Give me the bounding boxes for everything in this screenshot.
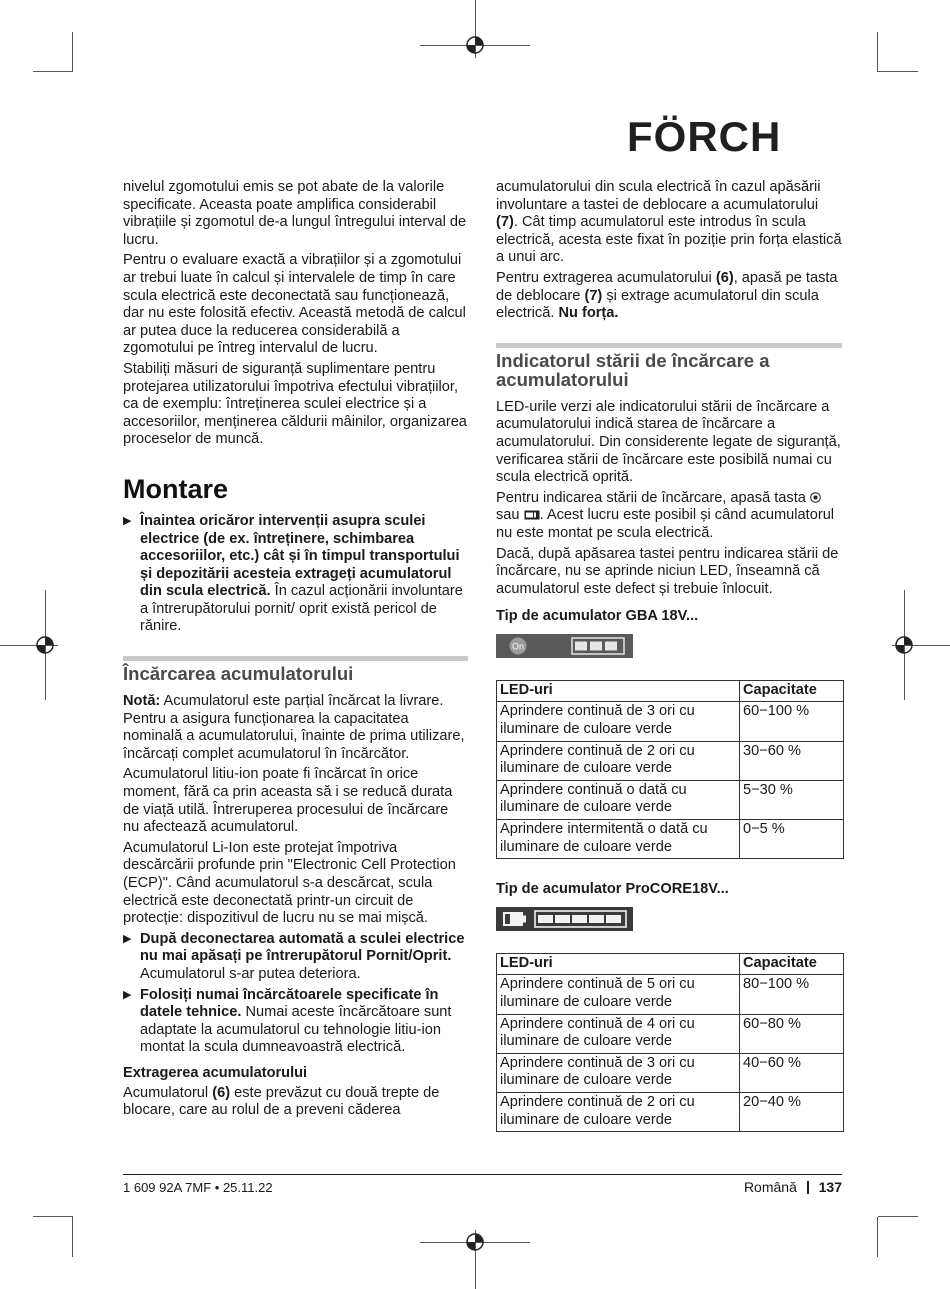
section-title-indicator: Indicatorul stării de încărcare a acumulatorului <box>496 343 842 389</box>
bullet-arrow-icon: ▶ <box>123 932 132 945</box>
warning-bullet: ▶ Folosiți numai încărcătoarele specificate în datele tehnice. Numai aceste încărcătoare sunt adaptate la acumulatorul cu tehnologie litiu-ion montat la scula dumneavoastră electrică. <box>123 986 452 1056</box>
brand-logo <box>627 115 842 165</box>
table-row <box>497 1053 844 1092</box>
table-cell: Aprindere continuă de 5 ori cu iluminare de culoare verde <box>497 975 740 1014</box>
procore-battery-indicator-icon <box>496 907 633 931</box>
note-paragraph: Notă: Acumulatorul este parțial încărcat la livrare. Pentru a asigura funcționarea la capacitatea nominală a acumulatorului, înainte de prima utilizare, încărcați complet acumulatorul în încărcător. <box>123 693 465 762</box>
table-cell: Aprindere continuă de 2 ori cu iluminare de culoare verde <box>497 741 740 780</box>
gba-capacity-table <box>496 680 844 859</box>
table-cell: 80−100 % <box>740 975 844 1014</box>
table-cell: 60−100 % <box>740 702 844 741</box>
table-cell: Aprindere continuă de 3 ori cu iluminare de culoare verde <box>497 1053 740 1092</box>
svg-text:On: On <box>511 641 525 652</box>
table-cell: 20−40 % <box>740 1092 844 1131</box>
table-cell: 5−30 % <box>740 780 844 819</box>
table-cell: Aprindere intermitentă o dată cu iluminare de culoare verde <box>497 820 740 859</box>
paragraph: Stabiliți măsuri de siguranță suplimentare pentru protejarea utilizatorului împotriva efectului vibrațiilor, ca de exemplu: întreținerea sculei electrice și a accesoriilor, menținerea căldurii mâinilor, organizarea proceselor de muncă. <box>123 360 467 448</box>
paragraph: LED-urile verzi ale indicatorului stării de încărcare a acumulatorului indică starea de încărcare a acumulatorului. Din considerente legate de siguranță, verificarea stării de încărcare este posibilă numai cu scula electrică oprită. <box>496 398 841 486</box>
page-number: 137 <box>818 1179 842 1195</box>
svg-text:FÖRCH: FÖRCH <box>627 115 782 160</box>
table-cell: 30−60 % <box>740 741 844 780</box>
registration-target-icon <box>463 1230 487 1254</box>
table-header-cell: Capacitate <box>740 953 844 975</box>
procore-capacity-table <box>496 953 844 1132</box>
subsection-title-procore: Tip de acumulator ProCORE18V... <box>496 881 729 898</box>
subsection-title-gba: Tip de acumulator GBA 18V... <box>496 608 699 625</box>
on-button-icon <box>810 492 821 503</box>
registration-target-icon <box>33 633 57 657</box>
bullet-arrow-icon: ▶ <box>123 988 132 1001</box>
subsection-title-extragerea: Extragerea acumulatorului <box>123 1064 308 1081</box>
paragraph: Acumulatorul Li-Ion este protejat împotriva descărcării profunde prin "Electronic Cell Protection (ECP)". Când acumulatorul s-a descărcat, scula electrică este deconectată printr-un circuit de protecție: dispozitivul de lucru nu se mai mișcă. <box>123 839 456 927</box>
table-cell: Aprindere continuă o dată cu iluminare de culoare verde <box>497 780 740 819</box>
section-title-montare: Montare <box>123 473 229 504</box>
table-cell: Aprindere continuă de 2 ori cu iluminare de culoare verde <box>497 1092 740 1131</box>
table-row <box>497 741 844 780</box>
doc-code: 1 609 92A 7MF • 25.11.22 <box>123 1180 273 1195</box>
paragraph: Pentru o evaluare exactă a vibrațiilor și a zgomotului ar trebui luate în calcul și intervalele de timp în care scula electrică este deconectată sau funcționează, dar nu este folosită efectiv. Această metodă de calcul ar putea duce la reducerea considerabilă a zgomotului pe întreg intervalul de lucru. <box>123 252 466 357</box>
gba-battery-indicator-icon <box>496 634 633 658</box>
registration-target-icon <box>892 633 916 657</box>
table-header-cell: Capacitate <box>740 680 844 702</box>
table-header-row <box>497 680 844 702</box>
paragraph: Pentru extragerea acumulatorului (6), apasă pe tasta de deblocare (7) și extrage acumulatorul din scula electrică. Nu forța. <box>496 269 838 322</box>
table-cell: Aprindere continuă de 3 ori cu iluminare de culoare verde <box>497 702 740 741</box>
table-row <box>497 780 844 819</box>
warning-bullet: ▶ Înaintea oricăror intervenții asupra sculei electrice (de ex. întreținere, schimbarea accesoriilor, etc.) cât și în timpul transportului și depozitării acesteia extrageți acumulatorul din scula electrică. În cazul acționării involuntare a întrerupătorului pornit/ oprit există pericol de rănire. <box>123 512 463 635</box>
language-label: Română <box>743 1179 797 1195</box>
table-cell: 40−60 % <box>740 1053 844 1092</box>
paragraph: nivelul zgomotului emis se pot abate de la valorile specificate. Aceasta poate amplifica considerabil vibrațiile și zgomotul de-a lungul întregului interval de lucru. <box>123 179 467 248</box>
paragraph: acumulatorului din scula electrică în cazul apăsării involuntare a tastei de deblocare a acumulatorului (7). Cât timp acumulatorul este introdus în scula electrică, acesta este fixat în poziție prin forța elastică a unui arc. <box>496 179 842 266</box>
warning-bullet: ▶ După deconectarea automată a sculei electrice nu mai apăsați pe întrerupătorul Pornit/Oprit. Acumulatorul s-ar putea deteriora. <box>123 930 465 982</box>
bullet-arrow-icon: ▶ <box>123 514 132 527</box>
paragraph: Pentru indicarea stării de încărcare, apasă tasta sau . Acest lucru este posibil și când acumulatorul nu este montat pe scula electrică. <box>496 489 835 541</box>
table-row <box>497 702 844 741</box>
right-column <box>496 179 842 1132</box>
paragraph: Acumulatorul litiu-ion poate fi încărcat în orice moment, fără ca prin aceasta să i se reducă durata de viață utilă. Întreruperea procesului de încărcare nu afectează acumulatorul. <box>123 766 453 836</box>
footer-divider <box>807 1181 809 1194</box>
battery-button-icon <box>524 510 540 520</box>
table-cell: 60−80 % <box>740 1014 844 1053</box>
table-row <box>497 1014 844 1053</box>
table-header-cell: LED-uri <box>497 953 740 975</box>
section-title-incarcare: Încărcarea acumulatorului <box>123 656 468 683</box>
table-header-row <box>497 953 844 975</box>
footer-rule <box>123 1174 842 1175</box>
table-row <box>497 820 844 859</box>
table-header-cell: LED-uri <box>497 680 740 702</box>
table-row <box>497 1092 844 1131</box>
table-cell: 0−5 % <box>740 820 844 859</box>
paragraph: Acumulatorul (6) este prevăzut cu două trepte de blocare, care au rolul de a preveni căderea <box>123 1084 440 1119</box>
left-column <box>123 179 468 1123</box>
paragraph: Dacă, după apăsarea tastei pentru indicarea stării de încărcare, nu se aprinde niciun LED, înseamnă că acumulatorul este defect și trebuie înlocuit. <box>496 545 839 597</box>
page-footer-right <box>744 1180 842 1195</box>
table-cell: Aprindere continuă de 4 ori cu iluminare de culoare verde <box>497 1014 740 1053</box>
registration-target-icon <box>463 33 487 57</box>
table-row <box>497 975 844 1014</box>
